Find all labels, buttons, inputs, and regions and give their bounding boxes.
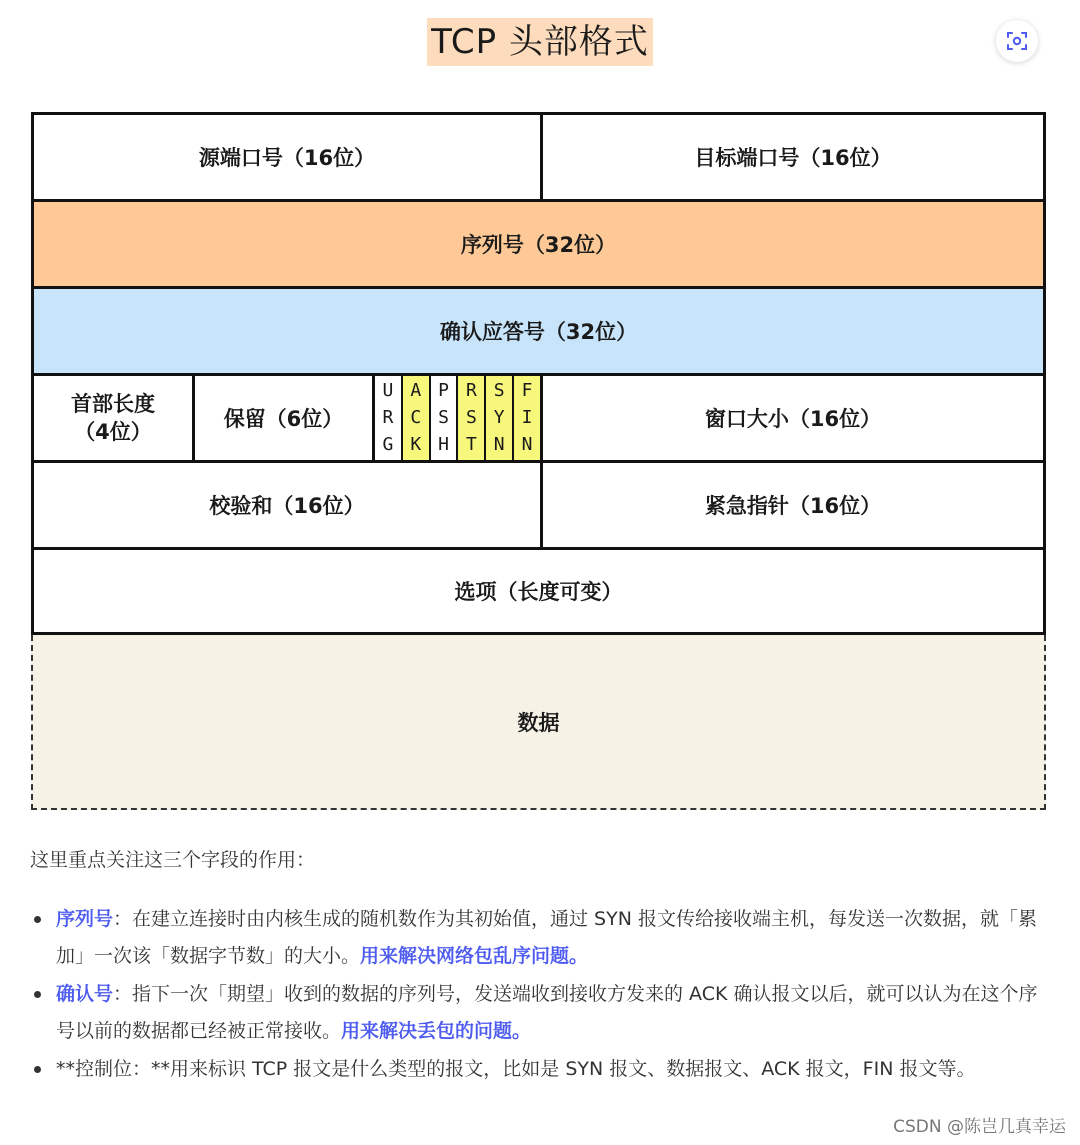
scan-button[interactable]: [996, 20, 1038, 62]
flag-rst: [456, 376, 484, 460]
flag-char: S: [438, 406, 449, 428]
flag-char: N: [493, 433, 505, 455]
source-port-field: 源端口号（16位）: [198, 146, 376, 170]
list-item: [56, 901, 1040, 975]
flag-char: G: [382, 433, 394, 455]
list-item-body: ：指下一次「期望」收到的数据的序列号，发送端收到接收方发来的 ACK 确认报文以后，就可以认为在这个序号以前的数据都已经被正常接收。: [56, 983, 1038, 1042]
flag-char: P: [438, 380, 449, 402]
flag-char: F: [521, 380, 533, 402]
checksum-field: 校验和（16位）: [209, 494, 365, 518]
row-checksum: [31, 460, 1046, 547]
diagram-title: TCP 头部格式: [427, 18, 653, 66]
flag-ack: [401, 376, 429, 460]
flag-char: N: [521, 433, 533, 455]
field-list: [30, 901, 1040, 1088]
flag-char: A: [410, 380, 422, 402]
flag-char: K: [410, 433, 422, 455]
tcp-header-diagram: [31, 112, 1046, 812]
flag-char: U: [382, 380, 394, 402]
list-item-emphasis: 用来解决网络包乱序问题。: [360, 945, 589, 967]
flag-char: Y: [493, 406, 505, 428]
scan-icon: [1006, 30, 1028, 52]
flag-char: I: [521, 406, 533, 428]
header-length-field: [34, 376, 192, 460]
list-item-term: 确认号: [56, 983, 114, 1005]
list-item-emphasis: 用来解决丢包的问题。: [341, 1020, 532, 1042]
sequence-number-field: 序列号（32位）: [460, 233, 617, 257]
flag-urg: [375, 376, 401, 460]
watermark: CSDN @陈岂几真幸运: [893, 1117, 1066, 1137]
list-item-term: 序列号: [56, 908, 114, 930]
intro-paragraph: 这里重点关注这三个字段的作用：: [30, 849, 316, 871]
row-ack: [31, 286, 1046, 373]
destination-port-field: 目标端口号（16位）: [540, 115, 1043, 199]
data-payload-field: 数据: [31, 635, 1046, 810]
flag-psh: [429, 376, 457, 460]
flag-char: T: [465, 433, 477, 455]
row-options: [31, 547, 1046, 635]
flag-fin: [512, 376, 540, 460]
reserved-field: 保留（6位）: [192, 376, 372, 460]
list-item-body: ：在建立连接时由内核生成的随机数作为其初始值，通过 SYN 报文传给接收端主机，每发送一次数据，就「累加」一次该「数据字节数」的大小。: [56, 908, 1037, 967]
ack-number-field: 确认应答号（32位）: [439, 320, 638, 344]
options-field: 选项（长度可变）: [454, 580, 623, 604]
list-item-body: **控制位：**用来标识 TCP 报文是什么类型的报文，比如是 SYN 报文、数据报文、ACK 报文，FIN 报文等。: [56, 1058, 976, 1080]
flag-char: H: [438, 433, 449, 455]
header-length-bits: （4位）: [74, 420, 152, 444]
explanation-text: [30, 845, 1040, 1089]
row-ports: [31, 112, 1046, 199]
diagram-title-wrap: [0, 18, 1080, 66]
flag-char: S: [493, 380, 505, 402]
flag-char: R: [382, 406, 394, 428]
flag-char: S: [465, 406, 477, 428]
list-item: [56, 976, 1040, 1050]
flags-field: [372, 376, 540, 460]
header-length-label: 首部长度: [71, 392, 155, 416]
window-size-field: 窗口大小（16位）: [540, 376, 1043, 460]
flag-char: C: [410, 406, 422, 428]
urgent-pointer-field: 紧急指针（16位）: [540, 463, 1043, 547]
row-control: [31, 373, 1046, 460]
control-flags: [375, 376, 540, 460]
list-item: [56, 1051, 1040, 1088]
row-sequence: [31, 199, 1046, 286]
flag-syn: [484, 376, 512, 460]
flag-char: R: [465, 380, 477, 402]
